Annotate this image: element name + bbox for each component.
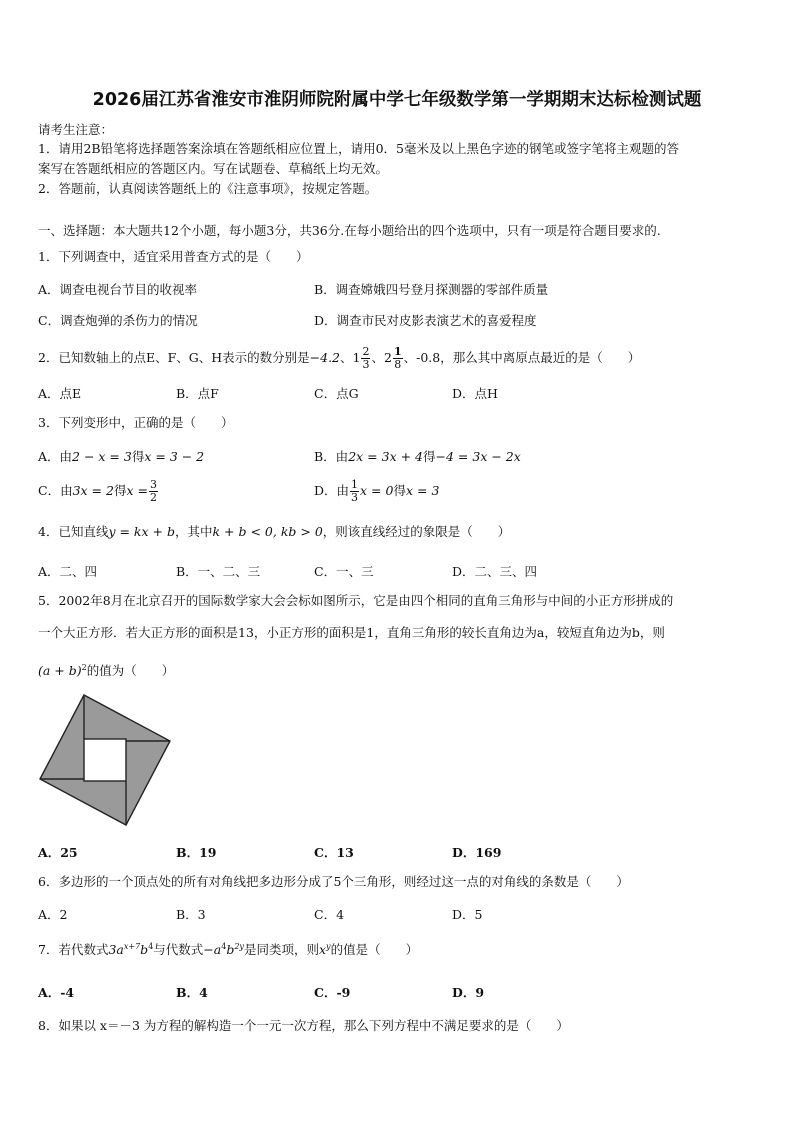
question-5-options	[38, 843, 758, 863]
q4-condition: k + b < 0, kb > 0	[212, 524, 323, 539]
q2-option-d[interactable]: D．点H	[452, 386, 498, 401]
q1-option-d[interactable]: D．调查市民对皮影表演艺术的喜爱程度	[314, 313, 537, 328]
question-8-stem: 8．如果以 x＝－3 为方程的解构造一个一元一次方程，那么下列方程中不满足要求的是（ ）	[38, 1018, 569, 1033]
q6-option-b[interactable]: B．3	[176, 907, 206, 922]
pinwheel-square-figure	[38, 693, 172, 827]
q7-stem-mid: 与代数式	[153, 942, 204, 958]
q1-option-a[interactable]: A．调查电视台节目的收视率	[38, 282, 198, 297]
q2-separator-3: 、	[403, 350, 417, 365]
q3-option-d[interactable]	[314, 479, 439, 504]
q3-a-mid: 得	[131, 449, 145, 464]
q3-a-equation-2: x = 3 − 2	[144, 449, 205, 464]
notice-item-1-line-2: 案写在答题纸相应的答题区内。写在试题卷、草稿纸上均无效。	[38, 161, 389, 176]
q2-n2-numerator: 2	[362, 345, 370, 358]
question-7-options	[38, 983, 758, 1003]
question-4-options	[38, 562, 758, 582]
q3-c-denominator: 2	[149, 491, 157, 504]
q3-c-fraction	[149, 479, 158, 504]
q5-exponent: 2	[81, 663, 87, 672]
q5-stem-suffix: 的值为（ ）	[86, 663, 175, 679]
q3-a-prefix: A．由	[38, 449, 73, 464]
q2-n2-denominator: 3	[362, 358, 370, 371]
q5-option-a[interactable]: A．25	[38, 845, 78, 860]
q7-term-3: x	[318, 942, 327, 958]
q2-number-1: −4.2	[309, 350, 340, 365]
q4-line-equation: y = kx + b	[108, 524, 175, 539]
q3-d-equation-2: x = 3	[405, 483, 440, 498]
q2-option-a[interactable]: A．点E	[38, 386, 82, 401]
question-1-stem: 1．下列调查中，适宜采用普查方式的是（ ）	[38, 249, 309, 264]
q7-stem-suffix: 的值是（ ）	[330, 942, 419, 958]
question-5-line-1: 5．2002年8月在北京召开的国际数学家大会会标如图所示，它是由四个相同的直角三角形与中间的小正方形拼成的	[38, 593, 674, 608]
question-7-stem	[38, 938, 418, 959]
q2-stem-suffix: ，那么其中离原点最近的是（ ）	[440, 350, 641, 365]
question-2-stem	[38, 346, 640, 371]
q4-option-d[interactable]: D．二、三、四	[452, 564, 538, 579]
q7-term-2-exponent: 4	[221, 942, 227, 951]
q2-n3-denominator: 8	[394, 358, 402, 371]
q3-d-mid: 得	[393, 483, 406, 498]
q3-d-numerator: 1	[351, 478, 359, 491]
q1-option-c[interactable]: C．调查炮弹的杀伤力的情况	[38, 313, 198, 328]
question-3-options	[38, 447, 758, 467]
q4-stem-suffix: ，则该直线经过的象限是（ ）	[322, 524, 511, 539]
q1-option-b[interactable]: B．调查嫦娥四号登月探测器的零部件质量	[314, 282, 549, 297]
q2-stem-prefix: 2．已知数轴上的点E、F、G、H表示的数分别是	[38, 350, 310, 365]
notice-item-1-line-1: 1．请用2B铅笔将选择题答案涂填在答题纸相应位置上，请用0．5毫米及以上黑色字迹的钢笔或签字笔将主观题的答	[38, 141, 679, 156]
q3-c-prefix: C．由	[38, 483, 73, 498]
q7-term-1b-exponent: 4	[148, 942, 154, 951]
q7-option-b[interactable]: B．4	[176, 985, 208, 1000]
section-heading: 一、选择题：本大题共12个小题，每小题3分，共36分.在每小题给出的四个选项中，只有一项是符合题目要求的.	[38, 223, 661, 238]
q4-stem-mid: ，其中	[174, 524, 213, 539]
q7-term-3-exponent: y	[326, 942, 331, 951]
q7-term-2b: b	[226, 942, 235, 958]
q2-number-2-fraction	[361, 346, 370, 371]
notice-item-2: 2．答题前，认真阅读答题纸上的《注意事项》，按规定答题。	[38, 181, 378, 196]
q7-term-2b-exponent: 2y	[234, 942, 244, 951]
question-3-options-2	[38, 479, 758, 509]
q4-option-a[interactable]: A．二、四	[38, 564, 98, 579]
q5-expression: (a + b)	[38, 663, 82, 679]
q5-option-c[interactable]: C．13	[314, 845, 354, 860]
q3-b-equation-1: 2x = 3x + 4	[348, 449, 423, 464]
question-2-options	[38, 384, 758, 404]
q3-option-c[interactable]	[38, 479, 159, 504]
q3-d-prefix: D．由	[314, 483, 350, 498]
q2-n3-numerator: 1	[393, 345, 402, 358]
q6-option-a[interactable]: A．2	[38, 907, 68, 922]
q6-option-d[interactable]: D．5	[452, 907, 483, 922]
q2-separator-2: 、	[371, 350, 384, 365]
q7-stem-prefix: 7．若代数式	[38, 942, 109, 958]
q2-option-c[interactable]: C．点G	[314, 386, 359, 401]
question-5-line-3	[38, 659, 174, 680]
q7-option-a[interactable]: A．-4	[38, 985, 75, 1000]
q3-d-fraction	[350, 479, 359, 504]
q4-option-b[interactable]: B．一、二、三	[176, 564, 261, 579]
q3-option-b[interactable]	[314, 447, 521, 465]
q7-option-c[interactable]: C．-9	[314, 985, 351, 1000]
q5-option-b[interactable]: B．19	[176, 845, 217, 860]
q2-separator-1: 、	[340, 350, 353, 365]
page-title: 2026届江苏省淮安市淮阴师院附属中学七年级数学第一学期期末达标检测试题	[92, 90, 702, 110]
inner-square	[84, 739, 126, 781]
q3-c-equation-1: 3x = 2	[72, 483, 114, 498]
q2-number-3-integer: 2	[383, 350, 392, 365]
question-1-options-2	[38, 311, 758, 331]
q7-term-2: −a	[203, 942, 222, 958]
q2-number-4: -0.8	[416, 350, 441, 365]
q3-c-equation-2: x =	[126, 483, 148, 498]
q3-c-mid: 得	[113, 483, 127, 498]
q3-option-a[interactable]	[38, 447, 204, 465]
q3-d-equation-1: x = 0	[360, 483, 394, 498]
question-1-options	[38, 280, 758, 300]
question-5-line-2: 一个大正方形．若大正方形的面积是13，小正方形的面积是1，直角三角形的较长直角边为a，较短直角边为b，则	[38, 625, 665, 640]
q5-option-d[interactable]: D．169	[452, 845, 502, 860]
q7-term-1b: b	[140, 942, 149, 958]
q6-option-c[interactable]: C．4	[314, 907, 345, 922]
question-3-stem: 3．下列变形中，正确的是（ ）	[38, 415, 234, 430]
question-6-stem: 6．多边形的一个顶点处的所有对角线把多边形分成了5个三角形，则经过这一点的对角线的条数是（ ）	[38, 874, 629, 889]
q3-a-equation-1: 2 − x = 3	[72, 449, 132, 464]
q2-number-2-integer: 1	[352, 350, 361, 365]
q2-option-b[interactable]: B．点F	[176, 386, 219, 401]
q7-option-d[interactable]: D．9	[452, 985, 485, 1000]
q7-stem-mid-2: 是同类项，则	[243, 942, 319, 958]
question-6-options	[38, 905, 758, 925]
q7-term-1-exponent: x+7	[123, 942, 141, 951]
q3-b-equation-2: −4 = 3x − 2x	[435, 449, 521, 464]
q3-b-prefix: B．由	[314, 449, 349, 464]
q4-stem-prefix: 4．已知直线	[38, 524, 109, 539]
notice-heading: 请考生注意：	[38, 122, 114, 137]
q2-number-3-fraction	[393, 346, 403, 371]
q3-c-numerator: 3	[149, 478, 157, 491]
question-4-stem	[38, 523, 510, 541]
q3-b-mid: 得	[423, 449, 436, 464]
q3-d-denominator: 3	[351, 491, 359, 504]
q7-term-1: 3a	[108, 942, 124, 958]
q4-option-c[interactable]: C．一、三	[314, 564, 374, 579]
